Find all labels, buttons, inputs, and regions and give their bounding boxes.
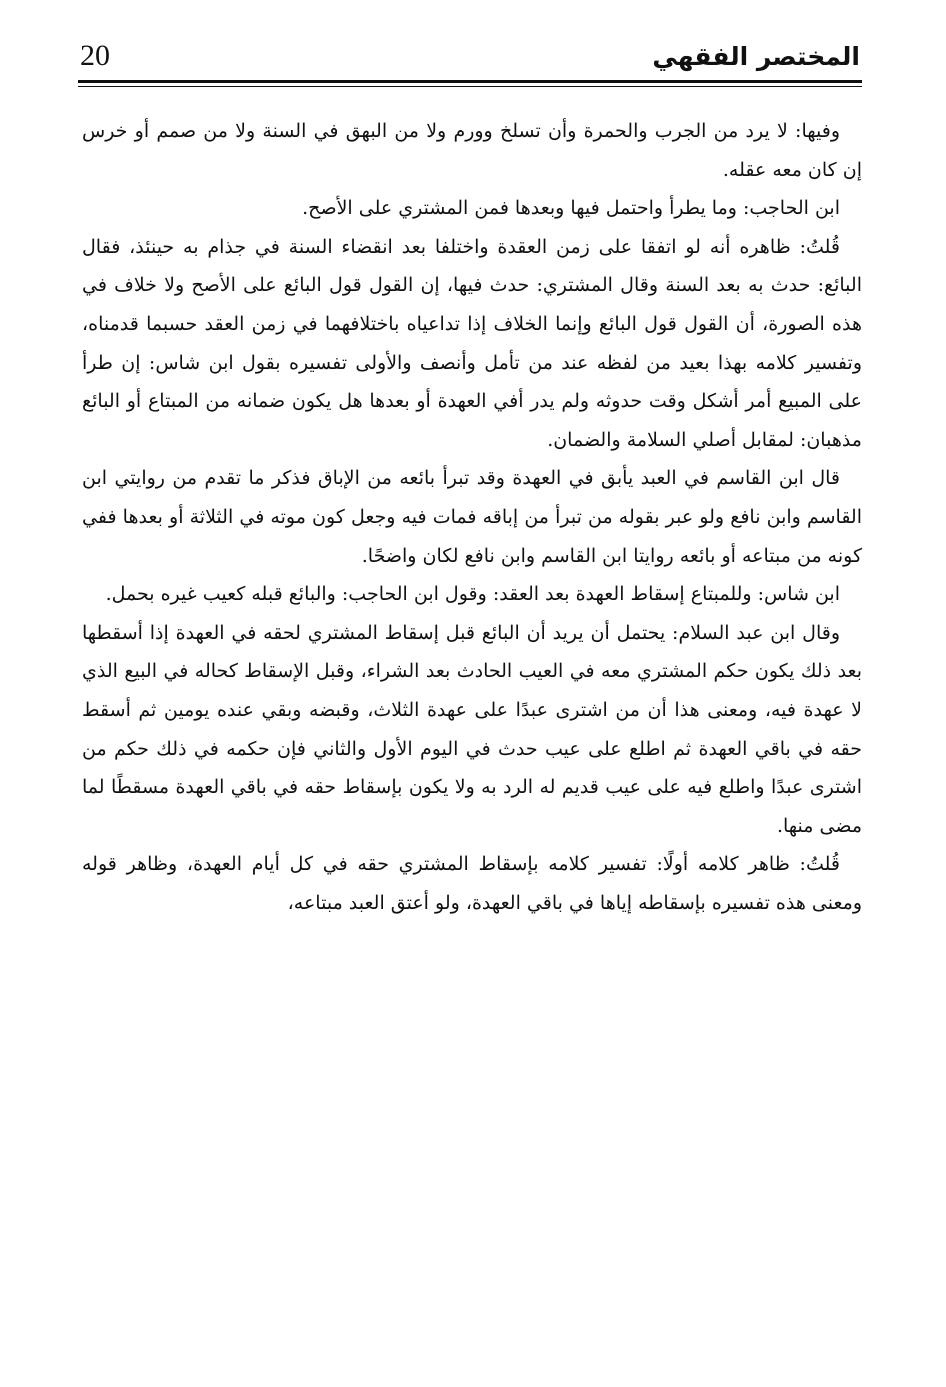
page-header: [80, 36, 860, 80]
running-title: المختصر الفقهي: [652, 42, 860, 71]
paragraph-4: قال ابن القاسم في العبد يأبق في العهدة وقد تبرأ بائعه من الإباق فذكر ما تقدم من روايتي ابن القاسم وابن نافع ولو عبر بقوله من تبرأ من إباقه فمات فيه وجعل كون موته في الثلاثة أو بعدها ففي كونه من مبتاعه أو بائعه روايتا ابن القاسم وابن نافع لكان واضحًا.: [82, 467, 862, 567]
page-number: 20: [80, 39, 110, 72]
header-rule: [78, 80, 862, 83]
header-rule-thin: [78, 86, 862, 87]
paragraph-7: قُلتُ: ظاهر كلامه أولًا: تفسير كلامه بإسقاط المشتري حقه في كل أيام العهدة، وظاهر قوله ومعنى هذه تفسيره بإسقاطه إياها في باقي العهدة، ولو أعتق العبد مبتاعه،: [82, 853, 862, 914]
paragraph-2: ابن الحاجب: وما يطرأ واحتمل فيها وبعدها فمن المشتري على الأصح.: [302, 197, 840, 220]
paragraph-1: وفيها: لا يرد من الجرب والحمرة وأن تسلخ وورم ولا من البهق في السنة ولا من صمم أو خرس إن كان معه عقله.: [82, 120, 862, 181]
paragraph-3: قُلتُ: ظاهره أنه لو اتفقا على زمن العقدة واختلفا بعد انقضاء السنة في جذام به حينئذ، فقال البائع: حدث به بعد السنة وقال المشتري: حدث فيها، إن القول قول البائع على الأصح ولا خلاف في هذه الصورة، أن القول قول البائع وإنما الخلاف إذا تداعياه باختلافهما في زمن العقد حسبما قدمناه، وتفسير كلامه بهذا بعيد من لفظه عند من تأمل وأنصف والأولى تفسيره بقول ابن شاس: إن طرأ على المبيع أمر أشكل وقت حدوثه ولم يدر أفي العهدة أو بعدها هل يكون ضمانه من المبتاع أو البائع مذهبان: لمقابل أصلي السلامة والضمان.: [82, 235, 862, 451]
paragraph-6: وقال ابن عبد السلام: يحتمل أن يريد أن البائع قبل إسقاط المشتري لحقه في العهدة إذا أسقطها بعد ذلك يكون حكم المشتري معه في العيب الحادث بعد الشراء، وقبل الإسقاط كحاله في البيع الذي لا عهدة فيه، ومعنى هذا أن من اشترى عبدًا على عهدة الثلاث، وقبضه وبقي عنده يومين ثم أسقط حقه في باقي العهدة ثم اطلع على عيب حدث في اليوم الأول والثاني فإن حكمه في ذلك حكم من اشترى عبدًا واطلع فيه على عيب قديم له الرد به ولا يكون بإسقاط حقه في باقي العهدة مسقطًا لما مضى منها.: [82, 621, 863, 837]
body-text: [82, 112, 862, 922]
paragraph-5: ابن شاس: وللمبتاع إسقاط العهدة بعد العقد: وقول ابن الحاجب: والبائع قبله كعيب غيره بحمل.: [105, 583, 840, 606]
